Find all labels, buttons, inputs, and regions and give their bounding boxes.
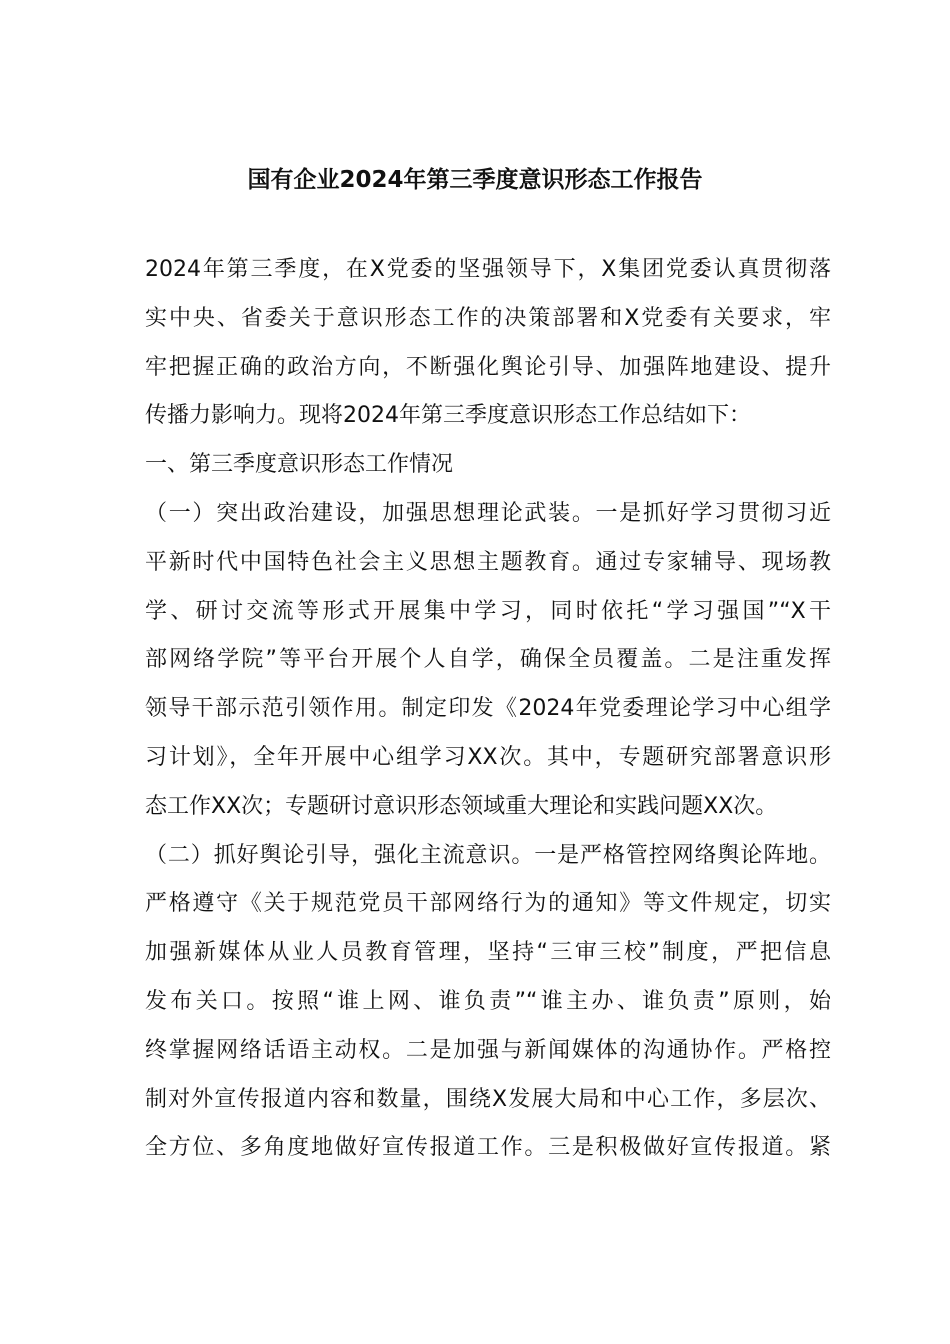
text-line: 平新时代中国特色社会主义思想主题教育。通过专家辅导、现场教 [145,549,831,575]
text-line: 传播力影响力。现将2024年第三季度意识形态工作总结如下： [145,403,751,429]
text-line: 领导干部示范引领作用。制定印发《2024年党委理论学习中心组学 [145,696,831,722]
text-line: 实中央、省委关于意识形态工作的决策部署和X党委有关要求，牢 [145,305,831,331]
text-line: 严格遵守《关于规范党员干部网络行为的通知》等文件规定，切实 [145,891,831,917]
text-line: 牢把握正确的政治方向，不断强化舆论引导、加强阵地建设、提升 [145,354,831,380]
text-line: 习计划》，全年开展中心组学习XX次。其中，专题研究部署意识形 [145,744,831,770]
text-line: （一）突出政治建设，加强思想理论武装。一是抓好学习贯彻习近 [145,500,831,526]
text-line: 学、研讨交流等形式开展集中学习，同时依托“学习强国”“X干 [145,598,831,624]
document-body [145,246,831,1173]
text-line: 2024年第三季度，在X党委的坚强领导下，X集团党委认真贯彻落 [145,257,831,282]
text-line: 制对外宣传报道内容和数量，围绕X发展大局和中心工作，多层次、 [145,1086,831,1112]
text-line: 部网络学院”等平台开展个人自学，确保全员覆盖。二是注重发挥 [145,647,831,673]
text-line: 全方位、多角度地做好宣传报道工作。三是积极做好宣传报道。紧 [145,1135,831,1161]
text-line: 发布关口。按照“谁上网、谁负责”“谁主办、谁负责”原则，始 [145,988,831,1014]
document-title: 国有企业2024年第三季度意识形态工作报告 [247,167,703,193]
text-line: 终掌握网络话语主动权。二是加强与新闻媒体的沟通协作。严格控 [145,1037,831,1063]
text-line: 加强新媒体从业人员教育管理，坚持“三审三校”制度，严把信息 [145,940,831,966]
text-line: （二）抓好舆论引导，强化主流意识。一是严格管控网络舆论阵地。 [145,842,831,868]
text-line: 一、第三季度意识形态工作情况 [145,452,454,478]
text-line: 态工作XX次；专题研讨意识形态领域重大理论和实践问题XX次。 [145,793,778,819]
